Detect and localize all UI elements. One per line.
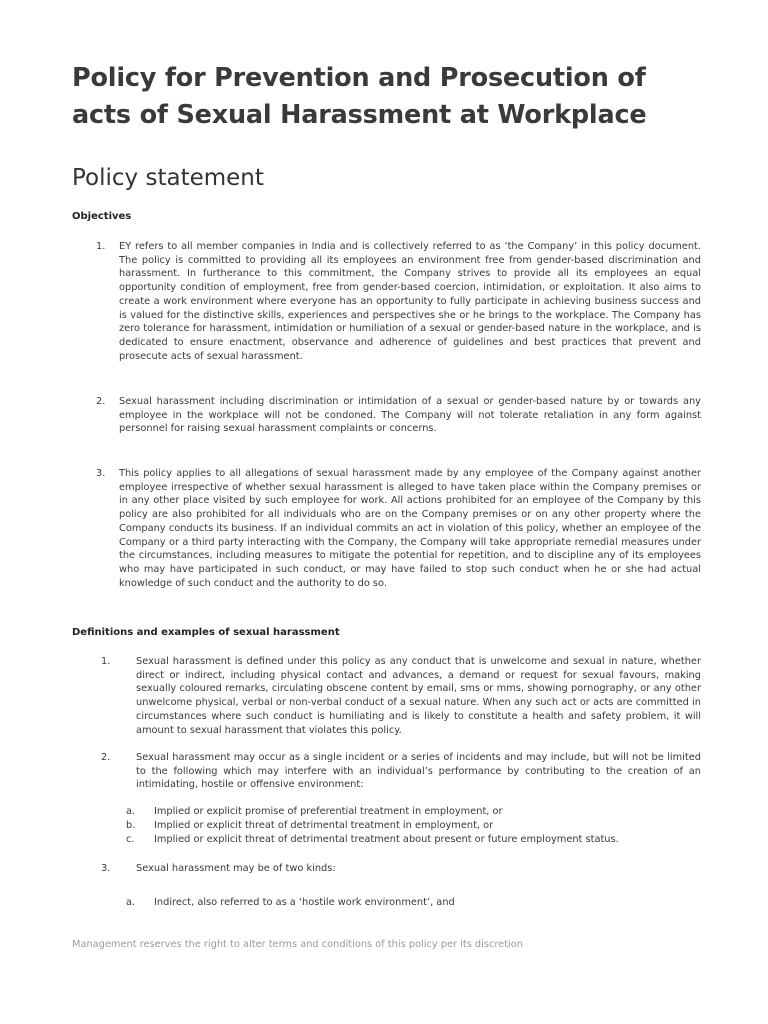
document-title: [72, 60, 712, 134]
subitem-text: Implied or explicit threat of detrimental treatment about present or future employment status.: [154, 834, 619, 845]
definition-number: 3.: [101, 863, 111, 874]
objective-paragraph: Sexual harassment including discrimination or intimidation of a sexual or gender-based nature by or towards any employee in the workplace will not be condoned. The Company will not tolerate retaliation in any form against personnel for raising sexual harassment complaints or concerns.: [119, 396, 701, 435]
definition-paragraph: Sexual harassment may be of two kinds:: [136, 863, 336, 874]
objective-number: 2.: [96, 396, 106, 407]
objectives-heading: Objectives: [72, 211, 132, 222]
definition-paragraph: Sexual harassment is defined under this policy as any conduct that is unwelcome and sexual in nature, whether direct or indirect, including physical contact and advances, a demand or request for sexual favours, making sexually coloured remarks, circulating obscene content by email, sms or mms, showing pornography, or any other unwelcome physical, verbal or non-verbal conduct of a sexual nature. When any such act or acts are committed in circumstances where such conduct is humiliating and is likely to constitute a health and safety problem, it will amount to sexual harassment that violates this policy.: [136, 656, 701, 736]
page-footer: Management reserves the right to alter terms and conditions of this policy per its discretion: [72, 939, 523, 950]
subitem-text: Indirect, also referred to as a ‘hostile work environment’, and: [154, 897, 455, 908]
subitem-letter: a.: [126, 897, 136, 908]
definitions-heading: Definitions and examples of sexual harassment: [72, 627, 340, 638]
definition-number: 2.: [101, 752, 111, 763]
objective-number: 3.: [96, 468, 106, 479]
objective-number: 1.: [96, 241, 106, 252]
subitem-letter: c.: [126, 834, 135, 845]
subitem-letter: b.: [126, 820, 136, 831]
subitem-letter: a.: [126, 806, 136, 817]
subitem-text: Implied or explicit promise of preferential treatment in employment, or: [154, 806, 503, 817]
title-line-1: Policy for Prevention and Prosecution of: [72, 63, 646, 93]
title-line-2: acts of Sexual Harassment at Workplace: [72, 100, 647, 130]
objective-paragraph: This policy applies to all allegations of sexual harassment made by any employee of the Company against another employee irrespective of whether sexual harassment is alleged to have taken place within the Company premises or in any other place visited by such employee for work. All actions prohibited for an employee of the Company by this policy are also prohibited for all individuals who are on the Company premises or on any other property where the Company conducts its business. If an individual commits an act in violation of this policy, whether an employee of the Company or a third party interacting with the Company, the Company will take appropriate remedial measures under the circumstances, including measures to mitigate the potential for repetition, and to discipline any of its employees who may have participated in such conduct, or may have failed to stop such conduct when he or she had actual knowledge of such conduct and the authority to do so.: [119, 468, 701, 589]
definition-number: 1.: [101, 656, 111, 667]
subitem-text: Implied or explicit threat of detrimental treatment in employment, or: [154, 820, 494, 831]
section-heading: Policy statement: [72, 165, 264, 191]
definition-paragraph: Sexual harassment may occur as a single incident or a series of incidents and may include, but will not be limited to the following which may interfere with an individual’s performance by contributing to the creation of an intimidating, hostile or offensive environment:: [136, 752, 701, 791]
objective-paragraph: EY refers to all member companies in India and is collectively referred to as ‘the Company’ in this policy document. The policy is committed to providing all its employees an environment free from gender-based discrimination and harassment. In furtherance to this commitment, the Company strives to provide all its employees an equal opportunity condition of employment, free from gender-based coercion, intimidation, or exploitation. It also aims to create a work environment where everyone has an opportunity to fully participate in achieving business success and is valued for the distinctive skills, experiences and perspectives she or he brings to the workplace. The Company has zero tolerance for harassment, intimidation or humiliation of a sexual or gender-based nature in the workplace, and is dedicated to ensure enactment, observance and adherence of guidelines and best practices that prevent and prosecute acts of sexual harassment.: [119, 241, 701, 362]
